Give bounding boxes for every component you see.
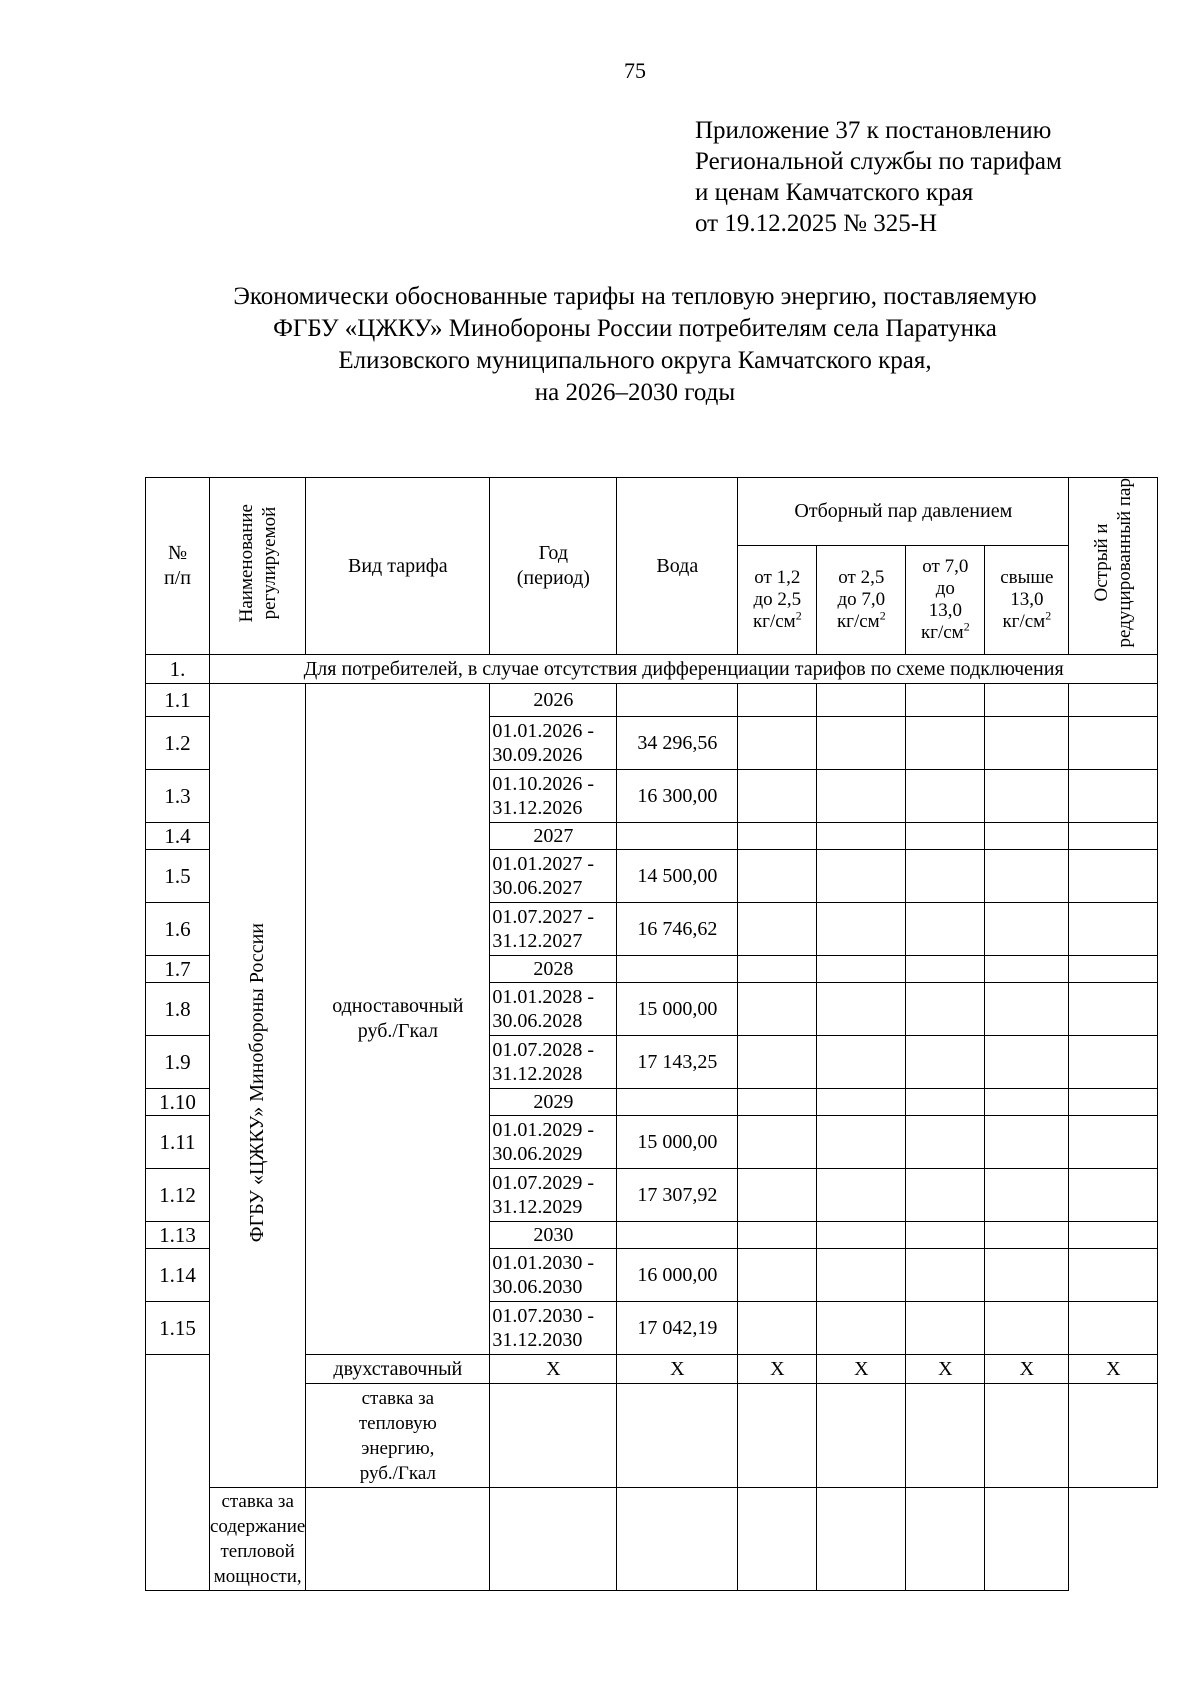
empty-cell bbox=[906, 1302, 985, 1355]
row-water: 15 000,00 bbox=[617, 983, 738, 1036]
row-period: 01.10.2026 - 31.12.2026 bbox=[490, 770, 617, 823]
row-period: 01.01.2030 - 30.06.2030 bbox=[490, 1249, 617, 1302]
row-num: 1.4 bbox=[146, 823, 210, 850]
empty-cell bbox=[1069, 1222, 1158, 1249]
row-water: 17 143,25 bbox=[617, 1036, 738, 1089]
empty-cell bbox=[738, 956, 817, 983]
empty-cell bbox=[906, 850, 985, 903]
empty-cell bbox=[738, 1222, 817, 1249]
header-num-line: № bbox=[167, 542, 188, 565]
empty-cell bbox=[985, 1302, 1069, 1355]
empty-cell bbox=[817, 1089, 906, 1116]
empty-cell bbox=[906, 684, 985, 717]
header-steam-over-13 bbox=[985, 545, 1069, 655]
row-num: 1.9 bbox=[146, 1036, 210, 1089]
row-water: 17 042,19 bbox=[617, 1302, 738, 1355]
empty-cell bbox=[1069, 717, 1158, 770]
empty-cell bbox=[985, 1249, 1069, 1302]
empty-cell bbox=[985, 823, 1069, 850]
empty-cell bbox=[985, 1089, 1069, 1116]
row-num: 1.11 bbox=[146, 1116, 210, 1169]
header-steam-group: Отборный пар давлением bbox=[738, 478, 1069, 546]
header-sharp-line: ый пар bbox=[1114, 478, 1136, 534]
empty-cell bbox=[906, 1384, 985, 1488]
steam-line: до 2,5 bbox=[753, 589, 802, 611]
empty-cell bbox=[906, 1488, 985, 1591]
row-period: 2028 bbox=[490, 956, 617, 983]
steam-line: до 7,0 bbox=[837, 589, 886, 611]
empty-cell bbox=[306, 1488, 490, 1591]
empty-cell bbox=[738, 1169, 817, 1222]
table-row bbox=[146, 684, 1158, 717]
header-num bbox=[146, 478, 210, 655]
row-water bbox=[617, 956, 738, 983]
header-tariff-type: Вид тарифа bbox=[306, 478, 490, 655]
header-org-line: Наименование bbox=[235, 503, 257, 622]
row-num: 1.3 bbox=[146, 770, 210, 823]
row-water: 16 746,62 bbox=[617, 903, 738, 956]
row-period: 01.07.2030 - 31.12.2030 bbox=[490, 1302, 617, 1355]
empty-cell bbox=[985, 983, 1069, 1036]
empty-cell bbox=[906, 770, 985, 823]
appendix-line: и ценам Камчатского края bbox=[695, 179, 974, 206]
appendix-line: Региональной службы по тарифам bbox=[695, 148, 1062, 175]
empty-cell bbox=[817, 684, 906, 717]
row-num: 1.13 bbox=[146, 1222, 210, 1249]
empty-cell bbox=[985, 1222, 1069, 1249]
empty-cell bbox=[985, 850, 1069, 903]
empty-cell bbox=[738, 903, 817, 956]
empty-cell bbox=[738, 1116, 817, 1169]
title-line: ФГБУ «ЦЖКУ» Минобороны России потребителям села Паратунка bbox=[273, 315, 997, 342]
empty-cell bbox=[906, 1036, 985, 1089]
steam-line: от 7,0 bbox=[922, 556, 969, 578]
empty-cell bbox=[817, 1384, 906, 1488]
page-number: 75 bbox=[624, 58, 646, 83]
empty-cell bbox=[1069, 684, 1158, 717]
empty-cell bbox=[738, 1089, 817, 1116]
steam-line: $кг/см^2$ bbox=[920, 619, 970, 644]
tariff-table bbox=[145, 477, 1158, 1591]
empty-cell bbox=[817, 1488, 906, 1591]
capacity-rate-label: ставка за содержание тепловой мощности, bbox=[210, 1488, 306, 1591]
row-num: 1.2 bbox=[146, 717, 210, 770]
steam-line: 13,0 bbox=[1010, 589, 1044, 611]
empty-cell bbox=[906, 903, 985, 956]
empty-cell bbox=[738, 717, 817, 770]
empty-cell bbox=[906, 823, 985, 850]
appendix-reference bbox=[695, 115, 1062, 239]
row-water bbox=[617, 1222, 738, 1249]
empty-cell bbox=[738, 1384, 817, 1488]
row-water: 16 000,00 bbox=[617, 1249, 738, 1302]
empty-cell bbox=[906, 1249, 985, 1302]
header-org-name-text bbox=[235, 504, 281, 622]
empty-cell bbox=[1069, 1036, 1158, 1089]
row-num: 1.15 bbox=[146, 1302, 210, 1355]
section-label: Для потребителей, в случае отсутствия дифференциации тарифов по схеме подключения bbox=[210, 655, 1158, 684]
row-period: 01.01.2027 - 30.06.2027 bbox=[490, 850, 617, 903]
empty-cell bbox=[1069, 983, 1158, 1036]
empty-cell bbox=[738, 1036, 817, 1089]
header-period-line: Год bbox=[538, 542, 569, 565]
steam-line: $кг/см^2$ bbox=[1002, 608, 1052, 633]
row-num: 1.14 bbox=[146, 1249, 210, 1302]
row-water bbox=[617, 684, 738, 717]
row-water: 14 500,00 bbox=[617, 850, 738, 903]
empty-cell bbox=[817, 903, 906, 956]
empty-cell bbox=[1069, 1116, 1158, 1169]
empty-cell bbox=[817, 823, 906, 850]
row-period: 01.01.2026 - 30.09.2026 bbox=[490, 717, 617, 770]
row-water: 34 296,56 bbox=[617, 717, 738, 770]
header-steam-7-13 bbox=[906, 545, 985, 655]
steam-line: от 2,5 bbox=[838, 567, 885, 589]
empty-cell bbox=[817, 850, 906, 903]
header-period bbox=[490, 478, 617, 655]
appendix-line: Приложение 37 к постановлению bbox=[695, 117, 1052, 144]
single-rate-line: руб./Гкал bbox=[357, 1020, 438, 1043]
empty-cell bbox=[490, 1384, 617, 1488]
organization-cell bbox=[210, 684, 306, 1488]
row-period: 01.07.2029 - 31.12.2029 bbox=[490, 1169, 617, 1222]
empty-cell bbox=[1069, 1302, 1158, 1355]
empty-cell bbox=[817, 1169, 906, 1222]
two-rate-mark: X bbox=[817, 1355, 906, 1384]
appendix-line: от 19.12.2025 № 325-Н bbox=[695, 210, 938, 237]
empty-cell bbox=[738, 823, 817, 850]
row-num: 1.5 bbox=[146, 850, 210, 903]
two-rate-mark: X bbox=[1069, 1355, 1158, 1384]
two-rate-mark: X bbox=[985, 1355, 1069, 1384]
empty-cell bbox=[817, 1249, 906, 1302]
empty-cell bbox=[738, 1249, 817, 1302]
empty-cell bbox=[817, 1036, 906, 1089]
header-steam-2-5-7 bbox=[817, 545, 906, 655]
empty-cell bbox=[738, 1488, 817, 1591]
row-water bbox=[617, 1089, 738, 1116]
empty-cell bbox=[906, 1222, 985, 1249]
row-num: 1.6 bbox=[146, 903, 210, 956]
row-period: 2026 bbox=[490, 684, 617, 717]
row-period: 2029 bbox=[490, 1089, 617, 1116]
empty-cell bbox=[1069, 1384, 1158, 1488]
empty-cell bbox=[817, 770, 906, 823]
empty-cell bbox=[985, 956, 1069, 983]
two-rate-mark: X bbox=[617, 1355, 738, 1384]
single-rate-line: одноставочный bbox=[332, 995, 464, 1018]
two-rate-mark: X bbox=[738, 1355, 817, 1384]
row-period: 2027 bbox=[490, 823, 617, 850]
empty-cell bbox=[985, 1116, 1069, 1169]
empty-cell bbox=[1069, 956, 1158, 983]
empty-cell bbox=[906, 1089, 985, 1116]
empty-cell bbox=[738, 983, 817, 1036]
empty-cell bbox=[1069, 1169, 1158, 1222]
empty-cell bbox=[817, 1116, 906, 1169]
header-num-line: п/п bbox=[164, 567, 191, 590]
row-water: 15 000,00 bbox=[617, 1116, 738, 1169]
header-sharp-steam-text bbox=[1090, 478, 1136, 647]
steam-line: $кг/см^2$ bbox=[836, 608, 886, 633]
empty-cell bbox=[738, 684, 817, 717]
organization-name: ФГБУ «ЦЖКУ» Минобороны России bbox=[246, 922, 269, 1243]
two-rate-mark: X bbox=[906, 1355, 985, 1384]
empty-num-cell bbox=[146, 1355, 210, 1591]
empty-cell bbox=[817, 983, 906, 1036]
empty-cell bbox=[906, 717, 985, 770]
steam-line: до bbox=[935, 578, 955, 600]
document-title bbox=[0, 281, 1200, 409]
steam-line: 13,0 bbox=[928, 600, 962, 622]
empty-cell bbox=[817, 956, 906, 983]
row-num: 1.10 bbox=[146, 1089, 210, 1116]
empty-cell bbox=[985, 1488, 1069, 1591]
empty-cell bbox=[906, 1169, 985, 1222]
steam-line: от 1,2 bbox=[754, 567, 801, 589]
empty-cell bbox=[738, 770, 817, 823]
empty-cell bbox=[817, 717, 906, 770]
row-water: 16 300,00 bbox=[617, 770, 738, 823]
empty-cell bbox=[738, 850, 817, 903]
section-row bbox=[146, 655, 1158, 684]
empty-cell bbox=[985, 717, 1069, 770]
two-rate-mark: X bbox=[490, 1355, 617, 1384]
empty-cell bbox=[617, 1488, 738, 1591]
empty-cell bbox=[985, 770, 1069, 823]
steam-line: $кг/см^2$ bbox=[752, 608, 802, 633]
empty-cell bbox=[1069, 1249, 1158, 1302]
row-water: 17 307,92 bbox=[617, 1169, 738, 1222]
empty-cell bbox=[1069, 823, 1158, 850]
empty-cell bbox=[985, 1169, 1069, 1222]
row-period: 01.01.2028 - 30.06.2028 bbox=[490, 983, 617, 1036]
title-line: Экономически обоснованные тарифы на тепловую энергию, поставляемую bbox=[233, 283, 1037, 310]
row-num: 1.12 bbox=[146, 1169, 210, 1222]
title-line: Елизовского муниципального округа Камчатского края, bbox=[338, 347, 932, 374]
empty-cell bbox=[985, 684, 1069, 717]
empty-cell bbox=[738, 1302, 817, 1355]
header-period-line: (период) bbox=[516, 567, 590, 590]
header-row bbox=[146, 478, 1158, 546]
header-sharp-line: Острый и bbox=[1091, 523, 1113, 602]
row-num: 1.1 bbox=[146, 684, 210, 717]
energy-rate-label: ставка за тепловую энергию, руб./Гкал bbox=[306, 1384, 490, 1488]
steam-line: свыше bbox=[1000, 567, 1054, 589]
empty-cell bbox=[985, 1036, 1069, 1089]
row-period: 2030 bbox=[490, 1222, 617, 1249]
title-line: на 2026–2030 годы bbox=[534, 379, 736, 406]
capacity-rate-row bbox=[146, 1488, 1158, 1591]
empty-cell bbox=[906, 1116, 985, 1169]
header-org-line: регулируемой bbox=[258, 506, 280, 620]
row-num: 1.8 bbox=[146, 983, 210, 1036]
row-period: 01.01.2029 - 30.06.2029 bbox=[490, 1116, 617, 1169]
empty-cell bbox=[490, 1488, 617, 1591]
empty-cell bbox=[906, 983, 985, 1036]
row-water bbox=[617, 823, 738, 850]
header-sharp-line: редуцированн bbox=[1114, 533, 1136, 648]
header-water: Вода bbox=[617, 478, 738, 655]
empty-cell bbox=[906, 956, 985, 983]
empty-cell bbox=[1069, 903, 1158, 956]
empty-cell bbox=[985, 903, 1069, 956]
row-num: 1.7 bbox=[146, 956, 210, 983]
empty-cell bbox=[1069, 850, 1158, 903]
row-period: 01.07.2027 - 31.12.2027 bbox=[490, 903, 617, 956]
header-sharp-steam bbox=[1069, 478, 1158, 655]
row-period: 01.07.2028 - 31.12.2028 bbox=[490, 1036, 617, 1089]
header-org-name bbox=[210, 478, 306, 655]
empty-cell bbox=[817, 1302, 906, 1355]
empty-cell bbox=[985, 1384, 1069, 1488]
empty-cell bbox=[1069, 1089, 1158, 1116]
section-num: 1. bbox=[146, 655, 210, 684]
two-rate-label: двухставочный bbox=[306, 1355, 490, 1384]
single-rate-cell bbox=[306, 684, 490, 1355]
empty-cell bbox=[1069, 770, 1158, 823]
empty-cell bbox=[617, 1384, 738, 1488]
header-steam-1-2-5 bbox=[738, 545, 817, 655]
empty-cell bbox=[817, 1222, 906, 1249]
